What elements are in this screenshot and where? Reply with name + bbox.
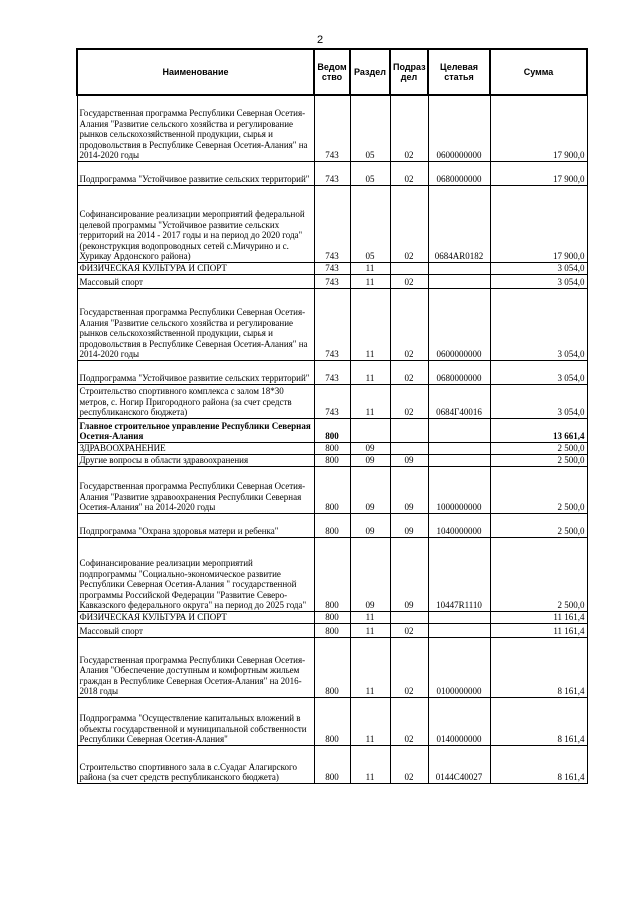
cell-name: Государственная программа Республики Северная Осетия-Алания "Развитие сельского хозяйства и регулирование рынков сельскохозяйственной продукции, сырья и продовольствия в Республике Северная Осетия-Алания" на 2014-2020 годы xyxy=(77,288,314,360)
cell-target: 10447R1110 xyxy=(428,537,490,611)
cell-subsection: 09 xyxy=(390,513,428,537)
cell-subsection: 02 xyxy=(390,288,428,360)
cell-section: 11 xyxy=(350,288,390,360)
cell-name: Софинансирование реализации мероприятий федеральной целевой программы "Устойчивое развитие сельских территорий на 2014 - 2017 годы и на период до 2020 года" (реконструкция водопроводных сетей с.Мичурино и с. Хурикау Ардонского района) xyxy=(77,185,314,262)
cell-name: Другие вопросы в области здравоохранения xyxy=(77,454,314,466)
page-number: 2 xyxy=(316,34,324,46)
cell-subsection: 02 xyxy=(390,637,428,697)
cell-dept: 800 xyxy=(314,513,350,537)
cell-dept: 800 xyxy=(314,537,350,611)
cell-name: Подпрограмма "Охрана здоровья матери и ребенка" xyxy=(77,513,314,537)
cell-section: 11 xyxy=(350,637,390,697)
table-row xyxy=(77,161,587,185)
table-row xyxy=(77,360,587,384)
cell-target xyxy=(428,454,490,466)
table-row xyxy=(77,466,587,513)
cell-target: 0144С40027 xyxy=(428,745,490,783)
cell-target xyxy=(428,623,490,637)
table-row xyxy=(77,95,587,161)
cell-dept: 800 xyxy=(314,745,350,783)
cell-subsection: 02 xyxy=(390,745,428,783)
cell-target xyxy=(428,274,490,288)
cell-dept: 800 xyxy=(314,454,350,466)
table-row xyxy=(77,274,587,288)
cell-sum: 3 054,0 xyxy=(490,360,587,384)
cell-section xyxy=(350,418,390,442)
cell-sum: 3 054,0 xyxy=(490,384,587,418)
table-row xyxy=(77,637,587,697)
cell-name: Софинансирование реализации мероприятий подпрограммы "Социально-экономическое развитие Республики Северная Осетия-Алания " государственной программы Российской Федерации "Развитие Северо-Кавказского федерального округа" на период до 2025 года" xyxy=(77,537,314,611)
cell-name: Массовый спорт xyxy=(77,274,314,288)
cell-section: 09 xyxy=(350,537,390,611)
cell-section: 09 xyxy=(350,442,390,454)
cell-target xyxy=(428,442,490,454)
header-section: Раздел xyxy=(350,49,390,95)
cell-sum: 11 161,4 xyxy=(490,623,587,637)
cell-section: 05 xyxy=(350,161,390,185)
cell-section: 11 xyxy=(350,745,390,783)
cell-target: 0684Г40016 xyxy=(428,384,490,418)
cell-sum: 8 161,4 xyxy=(490,697,587,745)
cell-section: 11 xyxy=(350,384,390,418)
table-header-row xyxy=(77,49,587,95)
cell-name: Главное строительное управление Республики Северная Осетия-Алания xyxy=(77,418,314,442)
cell-dept: 800 xyxy=(314,611,350,623)
cell-dept: 743 xyxy=(314,262,350,274)
cell-name: ФИЗИЧЕСКАЯ КУЛЬТУРА И СПОРТ xyxy=(77,611,314,623)
header-subsection: Подраз дел xyxy=(390,49,428,95)
cell-dept: 800 xyxy=(314,418,350,442)
cell-dept: 743 xyxy=(314,161,350,185)
cell-name: Государственная программа Республики Северная Осетия-Алания "Развитие здравоохранения Республики Северная Осетия-Алания" на 2014-2020 годы xyxy=(77,466,314,513)
cell-dept: 743 xyxy=(314,95,350,161)
budget-table xyxy=(76,48,588,784)
cell-subsection: 02 xyxy=(390,360,428,384)
cell-sum: 2 500,0 xyxy=(490,513,587,537)
cell-section: 11 xyxy=(350,262,390,274)
cell-sum: 2 500,0 xyxy=(490,537,587,611)
cell-name: Государственная программа Республики Северная Осетия-Алания "Развитие сельского хозяйства и регулирование рынков сельскохозяйственной продукции, сырья и продовольствия в Республике Северная Осетия-Алания" на 2014-2020 годы xyxy=(77,95,314,161)
table-body xyxy=(77,95,587,783)
cell-subsection xyxy=(390,418,428,442)
cell-target: 1000000000 xyxy=(428,466,490,513)
table-row xyxy=(77,537,587,611)
cell-subsection: 02 xyxy=(390,623,428,637)
cell-name: Строительство спортивного комплекса с залом 18*30 метров, с. Ногир Пригородного района (за счет средств республиканского бюджета) xyxy=(77,384,314,418)
cell-section: 09 xyxy=(350,513,390,537)
cell-target xyxy=(428,418,490,442)
cell-dept: 743 xyxy=(314,185,350,262)
cell-sum: 2 500,0 xyxy=(490,466,587,513)
cell-section: 05 xyxy=(350,95,390,161)
cell-sum: 17 900,0 xyxy=(490,95,587,161)
cell-section: 11 xyxy=(350,611,390,623)
cell-name: Массовый спорт xyxy=(77,623,314,637)
cell-sum: 8 161,4 xyxy=(490,637,587,697)
table-row xyxy=(77,611,587,623)
cell-sum: 11 161,4 xyxy=(490,611,587,623)
cell-subsection xyxy=(390,442,428,454)
cell-section: 09 xyxy=(350,466,390,513)
cell-sum: 2 500,0 xyxy=(490,442,587,454)
header-target: Целевая статья xyxy=(428,49,490,95)
cell-dept: 800 xyxy=(314,637,350,697)
cell-name: Строительство спортивного зала в с.Суадаг Алагирского района (за счет средств республиканского бюджета) xyxy=(77,745,314,783)
cell-name: Подпрограмма "Осуществление капитальных вложений в объекты государственной и муниципальной собственности Республики Северная Осетия-Алания" xyxy=(77,697,314,745)
cell-section: 05 xyxy=(350,185,390,262)
cell-subsection: 09 xyxy=(390,454,428,466)
table-row xyxy=(77,697,587,745)
cell-target xyxy=(428,262,490,274)
cell-subsection: 02 xyxy=(390,161,428,185)
cell-section: 11 xyxy=(350,360,390,384)
table-row xyxy=(77,513,587,537)
cell-sum: 3 054,0 xyxy=(490,288,587,360)
table-row xyxy=(77,185,587,262)
cell-subsection: 02 xyxy=(390,384,428,418)
table-row xyxy=(77,442,587,454)
cell-name: Государственная программа Республики Северная Осетия-Алания "Обеспечение доступным и комфортным жильем граждан в Республике Северная Осетия-Алания" на 2016-2018 годы xyxy=(77,637,314,697)
cell-section: 11 xyxy=(350,623,390,637)
cell-target xyxy=(428,611,490,623)
cell-dept: 800 xyxy=(314,697,350,745)
cell-subsection: 02 xyxy=(390,95,428,161)
cell-dept: 800 xyxy=(314,623,350,637)
table-row xyxy=(77,623,587,637)
cell-sum: 3 054,0 xyxy=(490,274,587,288)
cell-section: 11 xyxy=(350,697,390,745)
cell-name: ФИЗИЧЕСКАЯ КУЛЬТУРА И СПОРТ xyxy=(77,262,314,274)
cell-subsection: 02 xyxy=(390,185,428,262)
table-row xyxy=(77,454,587,466)
cell-target: 0140000000 xyxy=(428,697,490,745)
cell-sum: 8 161,4 xyxy=(490,745,587,783)
cell-target: 1040000000 xyxy=(428,513,490,537)
table-row xyxy=(77,384,587,418)
table-row xyxy=(77,745,587,783)
cell-dept: 743 xyxy=(314,274,350,288)
cell-sum: 17 900,0 xyxy=(490,161,587,185)
header-sum: Сумма xyxy=(490,49,587,95)
cell-dept: 800 xyxy=(314,442,350,454)
cell-subsection: 09 xyxy=(390,466,428,513)
cell-subsection xyxy=(390,611,428,623)
cell-target: 0600000000 xyxy=(428,288,490,360)
table-row xyxy=(77,418,587,442)
cell-sum: 2 500,0 xyxy=(490,454,587,466)
cell-target: 0680000000 xyxy=(428,360,490,384)
cell-subsection: 02 xyxy=(390,697,428,745)
header-name: Наименование xyxy=(77,49,314,95)
cell-sum: 3 054,0 xyxy=(490,262,587,274)
cell-subsection: 09 xyxy=(390,537,428,611)
cell-dept: 743 xyxy=(314,288,350,360)
header-dept: Ведом ство xyxy=(314,49,350,95)
table-row xyxy=(77,288,587,360)
cell-name: ЗДРАВООХРАНЕНИЕ xyxy=(77,442,314,454)
cell-target: 0600000000 xyxy=(428,95,490,161)
cell-target: 0680000000 xyxy=(428,161,490,185)
cell-target: 0100000000 xyxy=(428,637,490,697)
cell-dept: 800 xyxy=(314,466,350,513)
cell-target: 0684AR0182 xyxy=(428,185,490,262)
cell-sum: 17 900,0 xyxy=(490,185,587,262)
cell-dept: 743 xyxy=(314,384,350,418)
cell-section: 09 xyxy=(350,454,390,466)
cell-subsection: 02 xyxy=(390,274,428,288)
cell-subsection xyxy=(390,262,428,274)
cell-dept: 743 xyxy=(314,360,350,384)
cell-sum: 13 661,4 xyxy=(490,418,587,442)
cell-section: 11 xyxy=(350,274,390,288)
table-row xyxy=(77,262,587,274)
cell-name: Подпрограмма "Устойчивое развитие сельских территорий" xyxy=(77,161,314,185)
cell-name: Подпрограмма "Устойчивое развитие сельских территорий" xyxy=(77,360,314,384)
